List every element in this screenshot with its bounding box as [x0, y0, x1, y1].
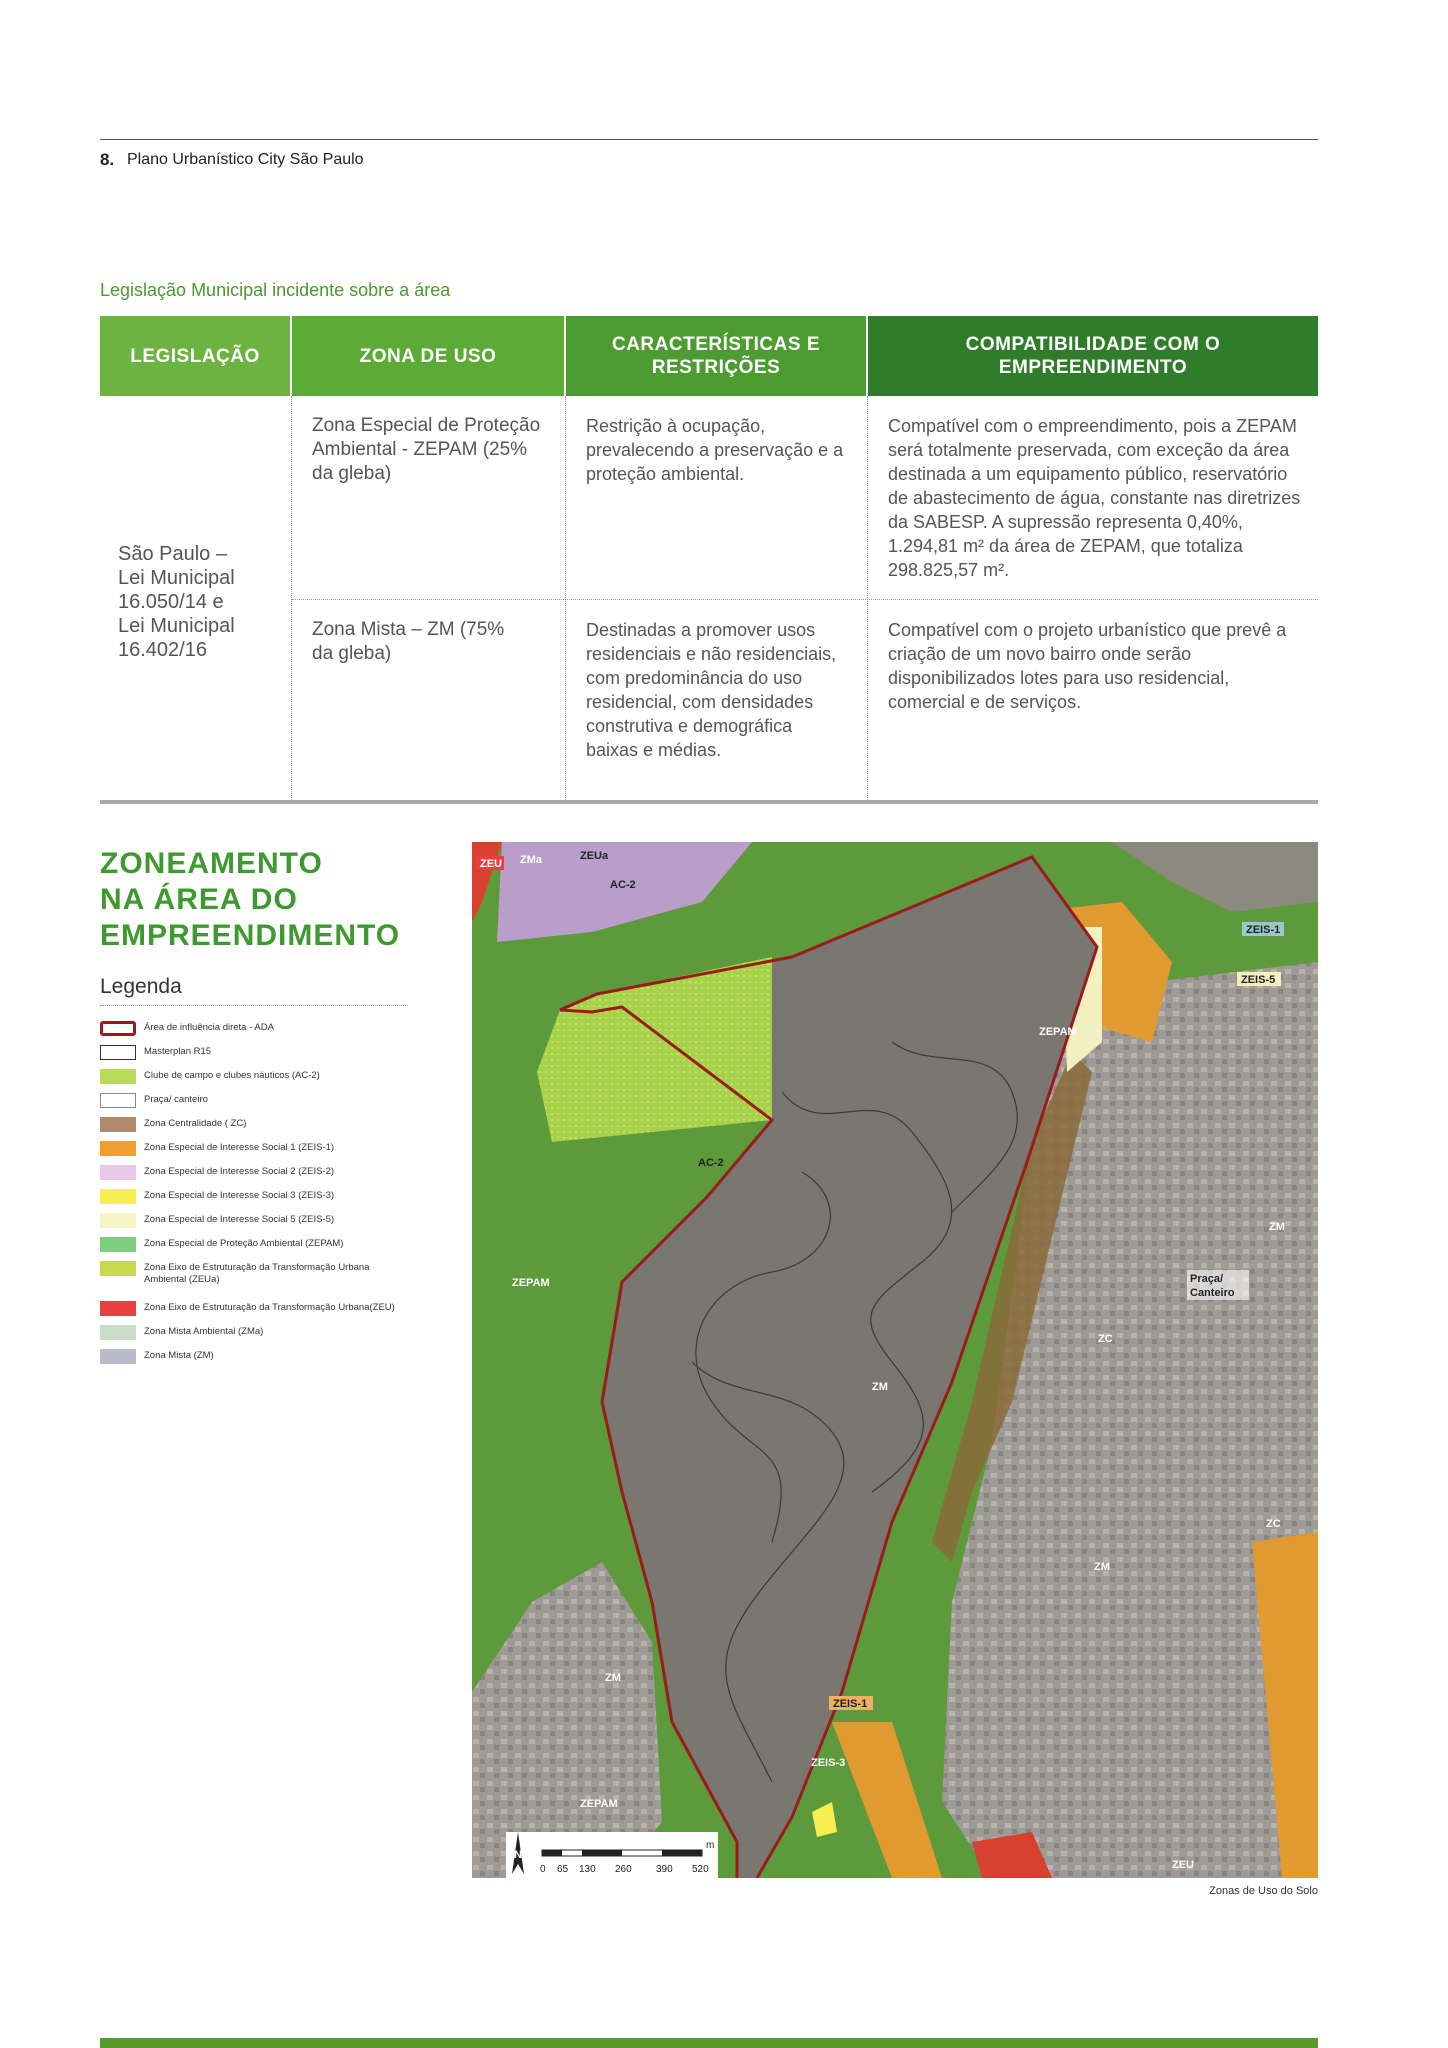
legislation-cell: São Paulo – Lei Municipal 16.050/14 e Lei Municipal 16.402/16 [118, 543, 235, 661]
legend-swatch-zeis3 [100, 1189, 136, 1204]
header-rule [100, 139, 1318, 140]
table-bottom-rule [100, 800, 1318, 804]
legend-item: Praça/ canteiro [100, 1093, 404, 1108]
label-ac2: AC-2 [698, 1157, 724, 1169]
legend-item: Área de influência direta - ADA [100, 1021, 404, 1036]
label-praca: Praça/ [1190, 1273, 1224, 1285]
legend-swatch-ada [100, 1021, 136, 1036]
row-divider [292, 599, 1318, 600]
scale-bar [542, 1850, 702, 1856]
scale-tick: 390 [656, 1864, 673, 1875]
characteristics-zepam: Restrição à ocupação, prevalecendo a preservação e a proteção ambiental. [586, 416, 844, 484]
legend-item: Zona Especial de Interesse Social 1 (ZEIS-1) [100, 1141, 404, 1156]
label-zepam-bottom: ZEPAM [580, 1798, 618, 1810]
label-zeis1-top: ZEIS-1 [1246, 924, 1281, 936]
legend-swatch-masterplan [100, 1045, 136, 1060]
legend-swatch-praca [100, 1093, 136, 1108]
label-canteiro: Canteiro [1190, 1287, 1235, 1299]
zoning-title: ZONEAMENTO NA ÁREA DO EMPREENDIMENTO [100, 847, 401, 952]
label-zm-right: ZM [1269, 1221, 1285, 1233]
scale-tick: 65 [557, 1864, 569, 1875]
north-label: N [514, 1849, 522, 1861]
legislation-table [100, 316, 1318, 806]
legend-item: Masterplan R15 [100, 1045, 404, 1060]
header-caracteristicas: CARACTERÍSTICAS E RESTRIÇÕES [566, 316, 866, 396]
legend-item: Zona Eixo de Estruturação da Transformação Urbana(ZEU) [100, 1301, 404, 1316]
legend-item: Zona Especial de Proteção Ambiental (ZEPAM) [100, 1237, 404, 1252]
label-zeua: ZEUa [580, 850, 609, 862]
label-zm-lower-right: ZM [1094, 1561, 1110, 1573]
label-zm-center: ZM [872, 1381, 888, 1393]
document-title: Plano Urbanístico City São Paulo [127, 151, 364, 168]
scale-unit: m [706, 1840, 715, 1851]
zone-zepam: Zona Especial de Proteção Ambiental - ZEPAM (25% da gleba) [312, 415, 541, 484]
legend-title: Legenda [100, 975, 182, 998]
characteristics-zm: Destinadas a promover usos residenciais e não residenciais, com predominância do uso residencial, com densidades construtiva e demográfica baixas e médias. [586, 620, 837, 760]
label-zma: ZMa [520, 854, 542, 866]
label-zeis1-bottom: ZEIS-1 [833, 1698, 868, 1710]
legend-swatch-ac2 [100, 1069, 136, 1084]
section-title: Legislação Municipal incidente sobre a área [100, 280, 451, 300]
legend-rule [100, 1005, 408, 1006]
legend-item: Zona Especial de Interesse Social 5 (ZEIS-5) [100, 1213, 404, 1228]
scale-tick: 130 [579, 1864, 596, 1875]
compatibility-zm: Compatível com o projeto urbanístico que prevê a criação de um novo bairro onde serão disponibilizados lotes para uso residencial, comercial e de serviços. [888, 620, 1287, 712]
scale-tick: 520 [692, 1864, 709, 1875]
header-zona-de-uso: ZONA DE USO [292, 316, 564, 396]
legend-swatch-zepam [100, 1237, 136, 1252]
bottom-bar [100, 2038, 1318, 2048]
column-divider [565, 396, 566, 800]
column-divider [867, 396, 868, 800]
legend-item: Clube de campo e clubes náuticos (AC-2) [100, 1069, 404, 1084]
legend-swatch-zeis1 [100, 1141, 136, 1156]
scale-tick: 0 [540, 1864, 546, 1875]
zone-zm: Zona Mista – ZM (75% da gleba) [312, 619, 505, 664]
legend-swatch-zc [100, 1117, 136, 1132]
legend-swatch-zeu [100, 1301, 136, 1316]
legend-swatch-zm [100, 1349, 136, 1364]
legend-swatch-zeis2 [100, 1165, 136, 1180]
legend-item: Zona Mista (ZM) [100, 1349, 404, 1364]
header-legislacao: LEGISLAÇÃO [100, 316, 290, 396]
label-zc-right: ZC [1266, 1518, 1281, 1530]
legend-item: Zona Mista Ambiental (ZMa) [100, 1325, 404, 1340]
legend-item: Zona Eixo de Estruturação da Transformação Urbana Ambiental (ZEUa) [100, 1261, 404, 1286]
legend-item: Zona Especial de Interesse Social 2 (ZEIS-2) [100, 1165, 404, 1180]
label-ac2-top: AC-2 [610, 879, 636, 891]
legend-swatch-zeis5 [100, 1213, 136, 1228]
scale-tick: 260 [615, 1864, 632, 1875]
label-zc-mid: ZC [1098, 1333, 1113, 1345]
label-zepam-left: ZEPAM [512, 1277, 550, 1289]
legend-item: Zona Especial de Interesse Social 3 (ZEIS-3) [100, 1189, 404, 1204]
label-zeu-top: ZEU [480, 858, 502, 870]
legend-swatch-zma [100, 1325, 136, 1340]
header-compatibilidade: COMPATIBILIDADE COM O EMPREENDIMENTO [868, 316, 1318, 396]
legend-item: Zona Centralidade ( ZC) [100, 1117, 404, 1132]
column-divider [291, 396, 292, 800]
legend-swatch-zeua [100, 1261, 136, 1276]
map-caption: Zonas de Uso do Solo [1209, 1885, 1318, 1897]
label-zeu-bottom: ZEU [1172, 1859, 1194, 1871]
label-zeis5: ZEIS-5 [1241, 974, 1276, 986]
zoning-map [472, 842, 1318, 1878]
label-zm-left: ZM [605, 1672, 621, 1684]
page-number: 8. [100, 150, 115, 169]
label-zeis3: ZEIS-3 [811, 1757, 846, 1769]
compatibility-zepam: Compatível com o empreendimento, pois a ZEPAM será totalmente preservada, com exceção da área destinada a um equipamento público, reservatório de abastecimento de água, constante nas diretrizes da SABESP. A supressão representa 0,40%, 1.294,81 m² da área de ZEPAM, que totaliza 298.825,57 m². [888, 416, 1301, 580]
label-zepam-top: ZEPAM [1039, 1026, 1077, 1038]
